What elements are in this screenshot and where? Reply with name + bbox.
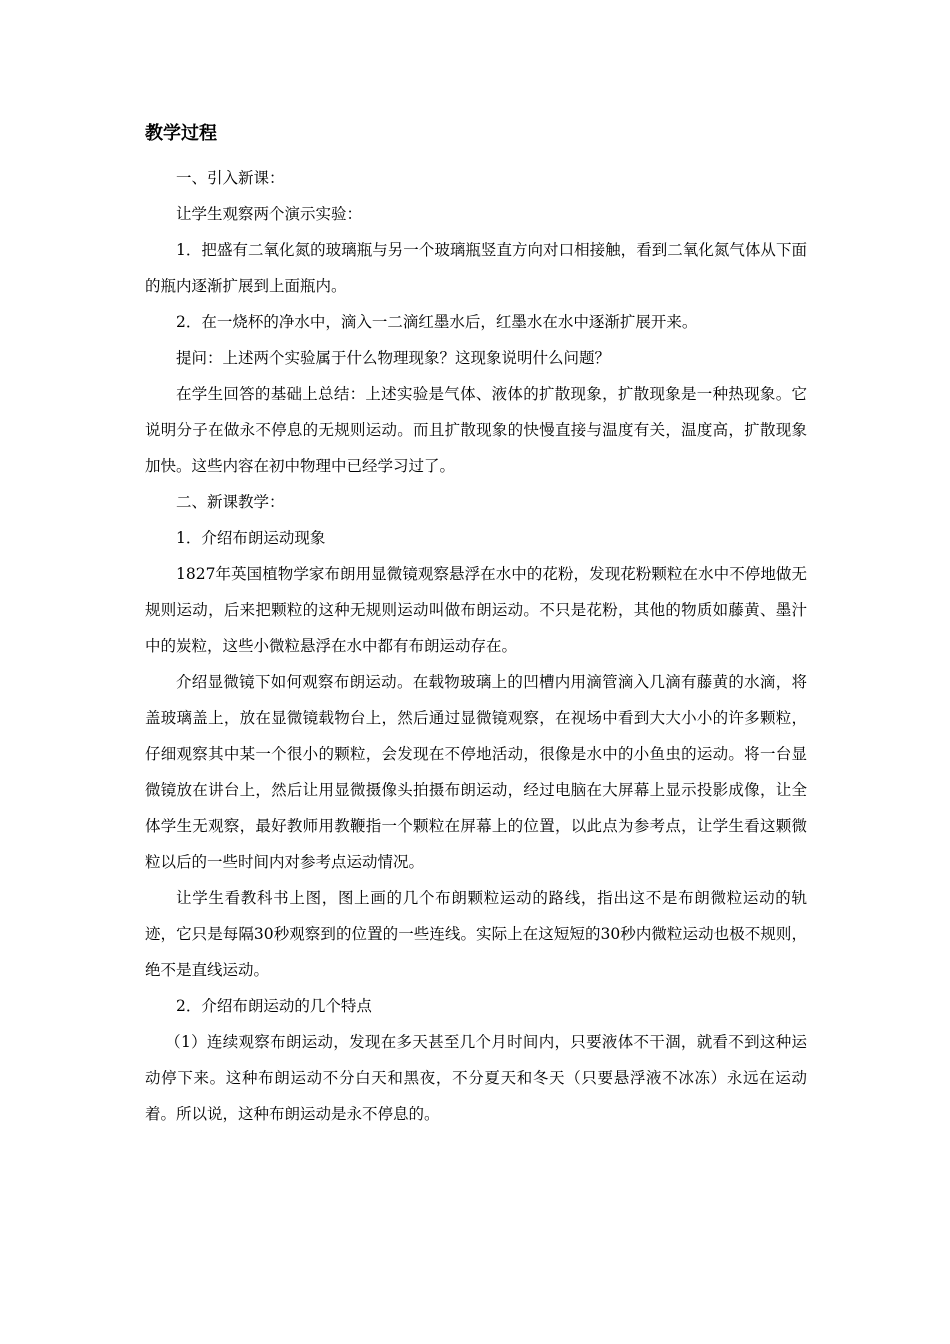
paragraph-new-lesson-title: 二、新课教学：: [176, 493, 285, 511]
paragraph-experiment-1: 1．把盛有二氧化氮的玻璃瓶与另一个玻璃瓶竖直方向对口相接触，看到二氧化氮气体从下面的瓶内逐渐扩展到上面瓶内。: [145, 241, 807, 295]
paragraph-microscope: 介绍显微镜下如何观察布朗运动。在载物玻璃上的凹槽内用滴管滴入几滴有藤黄的水滴，将盖玻璃盖上，放在显微镜载物台上，然后通过显微镜观察，在视场中看到大大小小的许多颗粒，仔细观察其中某一个很小的颗粒，会发现在不停地活动，很像是水中的小鱼虫的运动。将一台显微镜放在讲台上，然后让用显微摄像头拍摄布朗运动，经过电脑在大屏幕上显示投影成像，让全体学生无观察，最好教师用教鞭指一个颗粒在屏幕上的位置，以此点为参考点，让学生看这颗微粒以后的一些时间内对参考点运动情况。: [145, 673, 807, 871]
paragraph-experiment-2: 2．在一烧杯的净水中，滴入一二滴红墨水后，红墨水在水中逐渐扩展开来。: [176, 313, 698, 331]
paragraph-feature-1: （1）连续观察布朗运动，发现在多天甚至几个月时间内，只要液体不干涸，就看不到这种运动停下来。这种布朗运动不分白天和黑夜，不分夏天和冬天（只要悬浮液不冰冻）永远在运动着。所以说，这种布朗运动是永不停息的。: [145, 1033, 807, 1123]
paragraph-question: 提问：上述两个实验属于什么物理现象？这现象说明什么问题？: [176, 349, 611, 367]
paragraph-observe: 让学生观察两个演示实验：: [176, 205, 363, 223]
paragraph-brown-history: 1827年英国植物学家布朗用显微镜观察悬浮在水中的花粉，发现花粉颗粒在水中不停地做无规则运动，后来把颗粒的这种无规则运动叫做布朗运动。不只是花粉，其他的物质如藤黄、墨汁中的炭粒，这些小微粒悬浮在水中都有布朗运动存在。: [145, 565, 807, 655]
paragraph-features-title: 2．介绍布朗运动的几个特点: [176, 997, 372, 1015]
document-page: [145, 122, 807, 1132]
section-heading: 教学过程: [145, 123, 217, 144]
paragraph-intro-title: 一、引入新课：: [176, 169, 285, 187]
paragraph-brownian-intro-title: 1．介绍布朗运动现象: [176, 529, 326, 547]
paragraph-textbook-figure: 让学生看教科书上图，图上画的几个布朗颗粒运动的路线，指出这不是布朗微粒运动的轨迹，它只是每隔30秒观察到的位置的一些连线。实际上在这短短的30秒内微粒运动也极不规则，绝不是直线运动。: [145, 889, 807, 979]
paragraph-summary: 在学生回答的基础上总结：上述实验是气体、液体的扩散现象，扩散现象是一种热现象。它说明分子在做永不停息的无规则运动。而且扩散现象的快慢直接与温度有关，温度高，扩散现象加快。这些内容在初中物理中已经学习过了。: [145, 385, 807, 475]
